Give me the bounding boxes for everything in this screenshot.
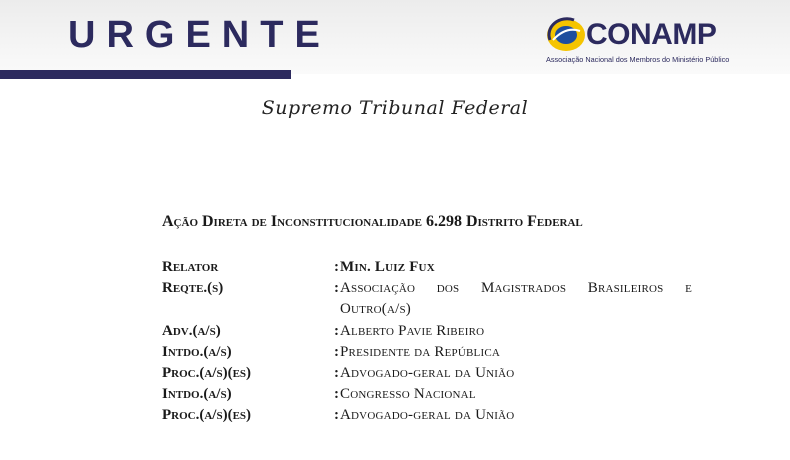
- party-separator: :: [334, 407, 339, 424]
- party-value: Congresso Nacional: [340, 386, 476, 403]
- party-label: Proc.(a/s)(es): [162, 365, 252, 382]
- party-separator: :: [334, 365, 339, 382]
- party-value: Presidente da República: [340, 343, 500, 360]
- party-separator: :: [334, 280, 339, 297]
- party-row-intimado: [162, 384, 692, 405]
- conamp-emblem-icon: [544, 16, 588, 54]
- party-row-advogado: [162, 321, 692, 342]
- party-separator: :: [334, 259, 339, 275]
- logo-name: CONAMP: [586, 18, 717, 51]
- party-label: Intdo.(a/s): [162, 343, 232, 360]
- party-row-procurador: [162, 405, 692, 426]
- party-value: Min. Luiz Fux: [340, 259, 435, 275]
- conamp-logo: [540, 14, 745, 66]
- party-value: Advogado-geral da União: [340, 365, 515, 382]
- party-label: Intdo.(a/s): [162, 386, 232, 403]
- action-title: Ação Direta de Inconstitucionalidade 6.298 Distrito Federal: [162, 213, 583, 230]
- party-label: Relator: [162, 259, 219, 275]
- urgent-label: URGENTE: [68, 14, 331, 56]
- party-separator: :: [334, 386, 339, 403]
- party-separator: :: [334, 343, 339, 360]
- header-banner: [0, 0, 790, 74]
- party-label: Reqte.(s): [162, 280, 224, 297]
- party-label: Proc.(a/s)(es): [162, 407, 252, 424]
- court-name: Supremo Tribunal Federal: [261, 97, 529, 119]
- party-row-requerente: [162, 278, 692, 320]
- party-value: Advogado-geral da União: [340, 407, 515, 424]
- party-row-relator: [162, 257, 692, 278]
- logo-subtitle: Associação Nacional dos Membros do Ministério Público: [546, 55, 730, 64]
- party-separator: :: [334, 322, 339, 339]
- urgent-underline: [0, 70, 291, 79]
- party-row-intimado: [162, 342, 692, 363]
- party-label: Adv.(a/s): [162, 322, 221, 339]
- party-value: Alberto Pavie Ribeiro: [340, 322, 485, 339]
- party-row-procurador: [162, 363, 692, 384]
- party-value: Associação dos Magistrados Brasileiros e Outro(a/s): [340, 280, 692, 318]
- parties-list: [162, 257, 692, 427]
